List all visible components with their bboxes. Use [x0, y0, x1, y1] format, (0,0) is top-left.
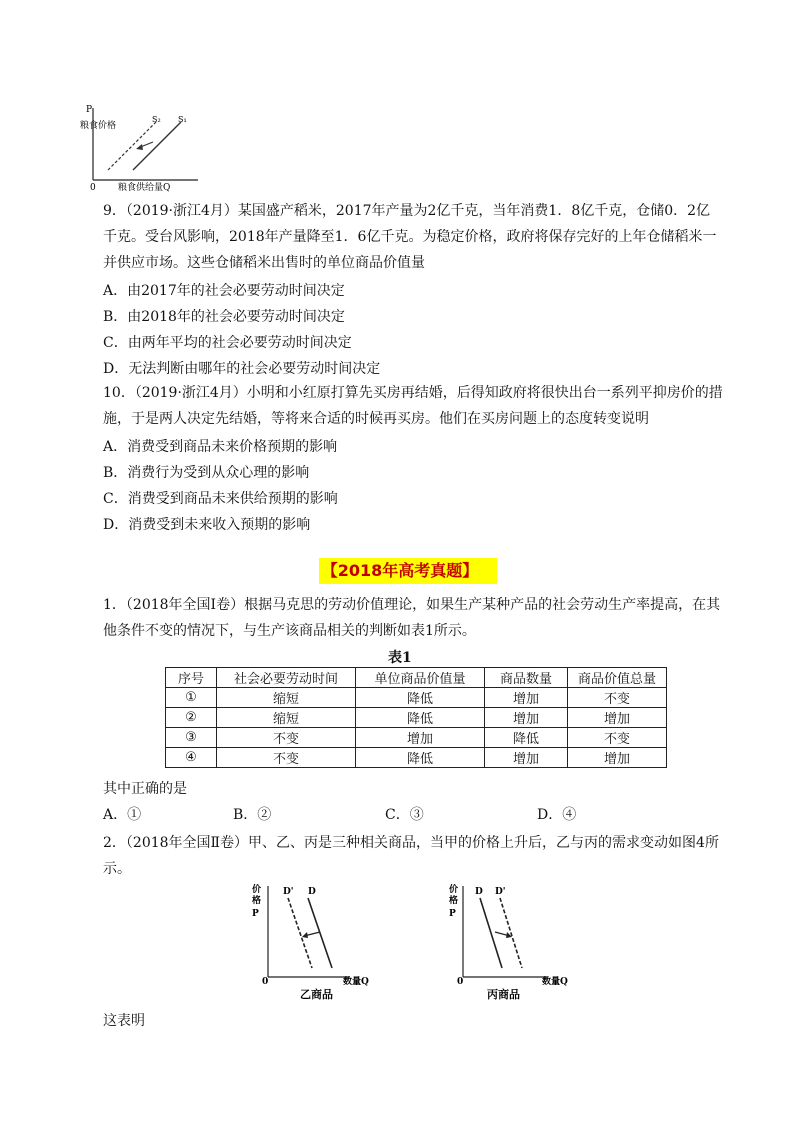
fig-right-dprime: D' [495, 887, 506, 897]
table-cell: ④ [166, 748, 217, 768]
value-table [165, 667, 667, 768]
fig-right-ylabel1: 价 [449, 885, 459, 895]
fig-right-d: D [475, 887, 483, 897]
q9-option-d: D．无法判断由哪年的社会必要劳动时间决定 [103, 361, 381, 377]
table-cell: 不变 [217, 728, 356, 748]
fig-left-ylabel1: 价 [252, 885, 262, 895]
demand-figure-yi [250, 880, 385, 1005]
d-prime-line [288, 898, 312, 968]
d-line [308, 898, 332, 968]
table-cell: 降低 [356, 688, 485, 708]
q1-option-c: C．③ [385, 807, 424, 823]
q1-after: 其中正确的是 [103, 781, 187, 797]
fig-right-caption: 丙商品 [487, 988, 520, 1001]
table-cell: 不变 [568, 688, 667, 708]
fig-top-xlabel: 粮食供给量Q [118, 183, 171, 192]
table-row [166, 688, 667, 708]
fig-left-dprime: D' [283, 887, 294, 897]
q9-option-c: C．由两年平均的社会必要劳动时间决定 [103, 335, 352, 351]
q2-text: 2．（2018年全国Ⅱ卷）甲、乙、丙是三种相关商品，当甲的价格上升后，乙与丙的需求变动如图4所示。 [103, 835, 719, 877]
fig-right-origin: 0 [457, 977, 464, 987]
fig-top-origin: 0 [90, 183, 96, 192]
table-cell: 缩短 [217, 708, 356, 728]
table-row [166, 728, 667, 748]
demand-figure-bing [447, 880, 582, 1005]
table-title: 表1 [388, 650, 412, 666]
q10-option-b: B．消费行为受到从众心理的影响 [103, 465, 310, 481]
fig-top-axis-p: P [86, 105, 93, 115]
q10-option-d: D．消费受到未来收入预期的影响 [103, 517, 311, 533]
table-row [166, 708, 667, 728]
table-row [166, 748, 667, 768]
q10-option-a: A．消费受到商品未来价格预期的影响 [103, 439, 338, 455]
fig-right-xlabel: 数量Q [542, 977, 568, 987]
q1-text: 1．（2018年全国Ⅰ卷）根据马克思的劳动价值理论，如果生产某种产品的社会劳动生产率提高，在其他条件不变的情况下，与生产该商品相关的判断如表1所示。 [103, 597, 721, 639]
table-cell: 增加 [485, 748, 568, 768]
table-cell: 增加 [485, 688, 568, 708]
fig-left-xlabel: 数量Q [343, 977, 369, 987]
table-cell: 降低 [485, 728, 568, 748]
q1-option-b: B．② [233, 807, 272, 823]
table-header: 序号 [166, 668, 217, 688]
table-header: 单位商品价值量 [356, 668, 485, 688]
table-cell: 增加 [485, 708, 568, 728]
table-cell: 降低 [356, 708, 485, 728]
fig-left-origin: 0 [262, 977, 269, 987]
table-cell: 不变 [568, 728, 667, 748]
q9-option-a: A．由2017年的社会必要劳动时间决定 [103, 283, 345, 299]
fig-left-caption: 乙商品 [300, 988, 333, 1001]
s2-label: S₂ [152, 115, 161, 124]
table-header: 商品价值总量 [568, 668, 667, 688]
q9-text: 9．（2019·浙江4月）某国盛产稻米，2017年产量为2亿千克，当年消费1．8亿千克，仓储0．2亿千克。受台风影响，2018年产量降至1．6亿千克。为稳定价格，政府将保存完好的上年仓储稻米一并供应市场。这些仓储稻米出售时的单位商品价值量 [103, 203, 717, 271]
q1-option-a: A．① [103, 807, 142, 823]
table-cell: ③ [166, 728, 217, 748]
q10-option-c: C．消费受到商品未来供给预期的影响 [103, 491, 338, 507]
q9-option-b: B．由2018年的社会必要劳动时间决定 [103, 309, 345, 325]
supply-shift-figure [78, 100, 208, 192]
table-header-row [166, 668, 667, 688]
shift-arrow-left-head [302, 932, 308, 938]
q10-text: 10．（2019·浙江4月）小明和小红原打算先买房再结婚，后得知政府将很快出台一系列平抑房价的措施，于是两人决定先结婚，等将来合适的时候再买房。他们在买房问题上的态度转变说明 [103, 385, 723, 427]
table-cell: ② [166, 708, 217, 728]
table-cell: ① [166, 688, 217, 708]
fig-right-p: P [449, 909, 456, 919]
fig-right-ylabel2: 格 [449, 896, 459, 906]
table-header: 社会必要劳动时间 [217, 668, 356, 688]
table-cell: 增加 [356, 728, 485, 748]
table-cell: 不变 [217, 748, 356, 768]
fig-left-d: D [308, 887, 316, 897]
svg-text:粮食价格: 粮食价格 [80, 121, 117, 131]
shift-arrow-head [136, 144, 143, 150]
table-cell: 缩短 [217, 688, 356, 708]
section-heading: 【2018年高考真题】 [321, 561, 479, 580]
table-cell: 增加 [568, 748, 667, 768]
d-prime-line-right [500, 898, 522, 968]
q1-option-d: D．④ [537, 807, 577, 823]
q2-after: 这表明 [103, 1013, 145, 1029]
s1-label: S₁ [178, 115, 187, 124]
table-cell: 增加 [568, 708, 667, 728]
table-cell: 降低 [356, 748, 485, 768]
table-header: 商品数量 [485, 668, 568, 688]
fig-left-p: P [252, 909, 259, 919]
fig-top-ylabel [80, 119, 116, 131]
fig-left-ylabel2: 格 [252, 896, 262, 906]
